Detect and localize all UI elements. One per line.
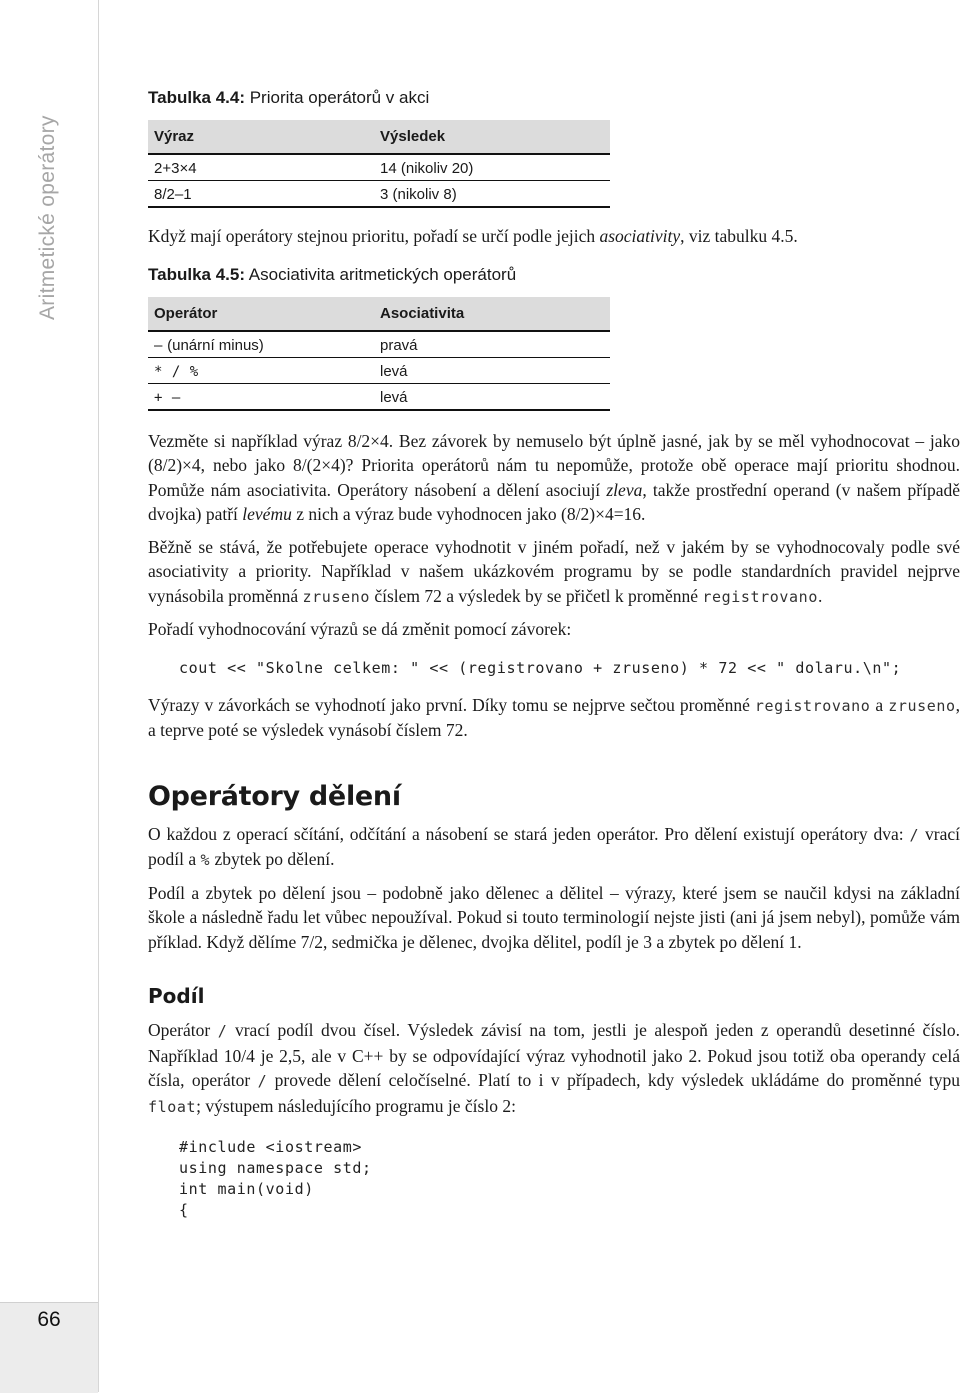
table-row	[148, 154, 610, 181]
section-heading: Operátory dělení	[148, 780, 401, 812]
table-cell: + –	[148, 383, 374, 410]
code-line: using namespace std;	[179, 1159, 372, 1177]
table-row	[148, 181, 610, 208]
paragraph: Když mají operátory stejnou prioritu, pořadí se určí podle jejich asociativity, viz tabulku 4.5.	[148, 226, 798, 246]
paragraph: Operátor / vrací podíl dvou čísel. Výsledek závisí na tom, jestli je alespoň jeden z operandů desetinné číslo. Například 10/4 je 2,5, ale v C++ by se odpovídající výraz vyhodnotil jako 2. Pokud jsou totiž oba operandy celá čísla, operátor / provede dělení celočíselné. Platí to i v případech, kdy výsledek ukládáme do proměnné typu float; výstupem následujícího programu je číslo 2:	[148, 1020, 960, 1116]
paragraph: Pořadí vyhodnocování výrazů se dá změnit pomocí závorek:	[148, 619, 572, 639]
inline-code: /	[257, 1072, 268, 1090]
table-cell: 3 (nikoliv 8)	[374, 181, 610, 208]
table-cell: 14 (nikoliv 20)	[374, 154, 610, 181]
table-caption: Tabulka 4.5: Asociativita aritmetických operátorů	[148, 264, 517, 284]
table-cell: pravá	[374, 331, 610, 358]
code-listing	[179, 1137, 960, 1221]
inline-code: zruseno	[302, 587, 370, 606]
table-row	[148, 383, 610, 410]
table-cell: 2+3×4	[148, 154, 374, 181]
table-cell: 8/2–1	[148, 181, 374, 208]
content	[148, 88, 960, 1221]
inline-code: %	[200, 851, 211, 869]
table-cell: levá	[374, 383, 610, 410]
table-row	[148, 357, 610, 383]
precedence-table	[148, 120, 610, 208]
inline-code: registrovano	[754, 696, 871, 715]
subsection-heading: Podíl	[148, 984, 205, 1008]
table-caption: Tabulka 4.4: Priorita operátorů v akci	[148, 88, 430, 107]
inline-code: zruseno	[888, 696, 956, 715]
code-line: int main(void)	[179, 1180, 314, 1198]
table-cell: * / %	[148, 357, 374, 383]
table-header-row	[148, 297, 610, 331]
inline-code: registrovano	[702, 587, 818, 606]
paragraph: O každou z operací sčítání, odčítání a násobení se stará jeden operátor. Pro dělení existují operátory dva: / vrací podíl a % zbytek po dělení.	[148, 823, 960, 869]
table-cell: levá	[374, 357, 610, 383]
paragraph: Vezměte si například výraz 8/2×4. Bez závorek by nemuselo být úplně jasné, jak by se měl vyhodnocovat – jako (8/2)×4, nebo jako 8/(2×4)? Priorita operátorů nám tu nepomůže, protože obě operace mají prioritu shodnou. Pomůže nám asociativita. Operátory násobení a dělení asociují zleva, takže prostřední operand (v našem případě dvojka) patří levému z nich a výraz bude vyhodnocen jako (8/2)×4=16.	[148, 430, 960, 524]
code-line: {	[179, 1201, 189, 1219]
paragraph: Běžně se stává, že potřebujete operace vyhodnotit v jiném pořadí, než v jakém by se vyhodnocovaly podle své asociativity a priority. Například v našem ukázkovém programu by se podle standardních pravidel nejprve vynásobila proměnná zruseno číslem 72 a výsledek by se přičetl k proměnné registrovano.	[148, 536, 960, 606]
table-header-row	[148, 120, 610, 154]
code-line: #include <iostream>	[179, 1138, 362, 1156]
paragraph: Podíl a zbytek po dělení jsou – podobně jako dělenec a dělitel – výrazy, které jsem se naučil kdysi na základní škole a následně řadu let vůbec nepoužíval. Pokud si touto terminologií nejste jisti (ani já jsem nebyl), pomůže vám příklad. Když dělíme 7/2, sedmička je dělenec, dvojka dělitel, podíl je 3 a zbytek po dělení 1.	[148, 882, 960, 952]
column-header: Výsledek	[374, 120, 610, 154]
column-header: Operátor	[148, 297, 374, 331]
associativity-table	[148, 297, 610, 411]
inline-code: float	[148, 1097, 197, 1116]
paragraph: Výrazy v závorkách se vyhodnotí jako první. Díky tomu se nejprve sečtou proměnné registrovano a zruseno, a teprve poté se výsledek vynásobí číslem 72.	[148, 694, 960, 740]
section-label: Aritmetické operátory	[36, 115, 59, 320]
page-number: 66	[37, 1308, 61, 1331]
table-row	[148, 331, 610, 358]
inline-code: /	[217, 1022, 228, 1040]
code-block: cout << "Skolne celkem: " << (registrovano + zruseno) * 72 << " dolaru.\n";	[179, 658, 902, 677]
inline-code: /	[909, 825, 920, 844]
table-cell: – (unární minus)	[148, 331, 374, 358]
column-header: Asociativita	[374, 297, 610, 331]
column-header: Výraz	[148, 120, 374, 154]
